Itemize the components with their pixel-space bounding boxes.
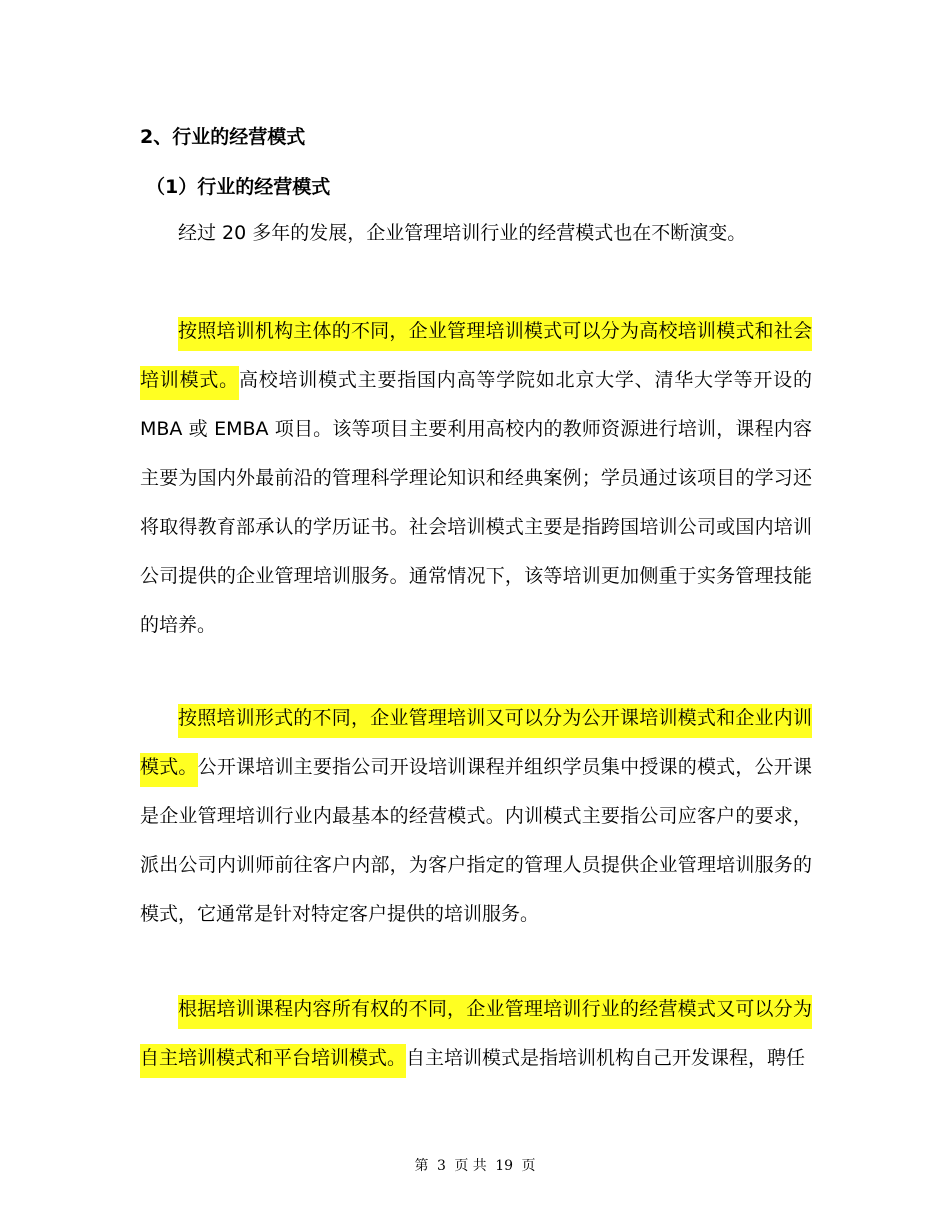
current-page-number: 3 xyxy=(436,1158,446,1174)
total-page-count: 19 xyxy=(495,1158,514,1174)
subsection-heading: （1）行业的经营模式 xyxy=(146,176,331,198)
highlighted-sentence: 根据培训课程内容所有权的不同，企业管理培训行业的经营模式又可以分为自主培训模式和平台培训模式。 xyxy=(140,995,812,1078)
paragraph-intro-text: 经过 20 多年的发展，企业管理培训行业的经营模式也在不断演变。 xyxy=(178,222,747,244)
paragraph-intro xyxy=(140,209,812,258)
paragraph-body-text: 公开课培训主要指公司开设培训课程并组织学员集中授课的模式，公开课是企业管理培训行业内最基本的经营模式。内训模式主要指公司应客户的要求，派出公司内训师前往客户内部，为客户指定的管理人员提供企业管理培训服务的模式，它通常是针对特定客户提供的培训服务。 xyxy=(140,756,812,925)
paragraph-training-form xyxy=(140,694,812,939)
paragraph-content-ownership xyxy=(140,985,812,1083)
highlighted-sentence: 按照培训机构主体的不同，企业管理培训模式可以分为高校培训模式和社会培训模式。 xyxy=(140,317,812,400)
paragraph-body-text: 高校培训模式主要指国内高等学院如北京大学、清华大学等开设的 MBA 或 EMBA 项目。该等项目主要利用高校内的教师资源进行培训，课程内容主要为国内外最前沿的管理科学理论知识和经典案例；学员通过该项目的学习还将取得教育部承认的学历证书。社会培训模式主要是指跨国培训公司或国内培训公司提供的企业管理培训服务。通常情况下，该等培训更加侧重于实务管理技能的培养。 xyxy=(140,369,812,636)
footer-suffix: 页 xyxy=(521,1158,536,1174)
footer-middle: 页 共 xyxy=(454,1158,487,1174)
page-number-footer xyxy=(0,1156,950,1176)
paragraph-body-text: 自主培训模式是指培训机构自己开发课程，聘任 xyxy=(406,1047,806,1069)
paragraph-institution-type xyxy=(140,307,812,650)
highlighted-sentence: 按照培训形式的不同，企业管理培训又可以分为公开课培训模式和企业内训模式。 xyxy=(140,704,812,787)
section-heading: 2、行业的经营模式 xyxy=(140,126,306,148)
footer-prefix: 第 xyxy=(414,1158,429,1174)
